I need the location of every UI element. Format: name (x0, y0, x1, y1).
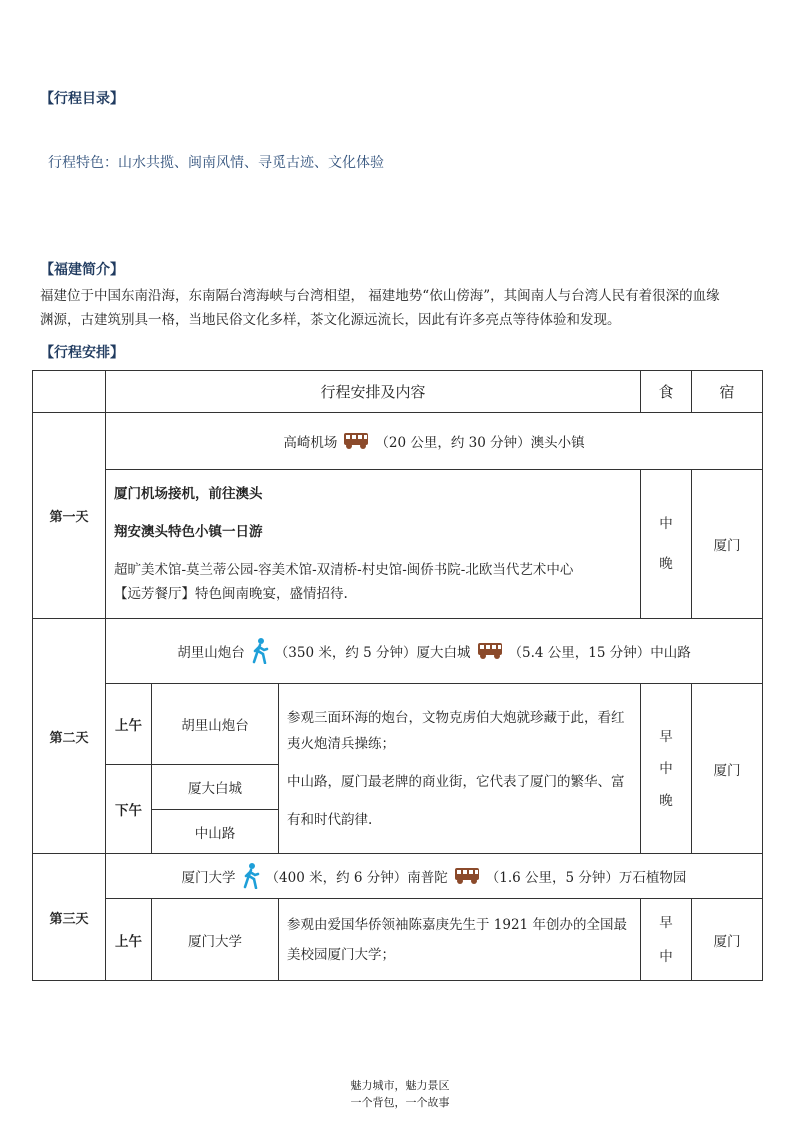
day2-route (106, 619, 763, 684)
day2-meals (641, 684, 692, 854)
day1-meal-2: 晚 (659, 556, 673, 572)
bus-icon (343, 432, 369, 450)
bus-icon (454, 867, 480, 885)
day2-am-label: 上午 (106, 684, 152, 765)
day1-line-3: 超旷美术馆-莫兰蒂公园-容美术馆-双清桥-村史馆-闽侨书院-北欧当代艺术中心 (114, 562, 574, 578)
day2-details (279, 684, 641, 854)
walk-icon (251, 638, 269, 664)
footer-line-2: 一个背包，一个故事 (350, 1096, 450, 1109)
day2-label: 第二天 (33, 619, 106, 854)
day1-label: 第一天 (33, 413, 106, 619)
day3-label: 第三天 (33, 854, 106, 981)
header-meal: 食 (641, 371, 692, 413)
day2-spot-3: 中山路 (152, 810, 279, 854)
day2-pm-label: 下午 (106, 765, 152, 854)
day2-route-mid: （350 米，约 5 分钟）厦大白城 (274, 645, 471, 661)
itinerary-title: 【行程目录】 (40, 91, 124, 107)
day3-route-start: 厦门大学 (181, 870, 236, 886)
day2-desc-1: 参观三面环海的炮台，文物克虏伯大炮就珍藏于此，看红 (287, 709, 625, 726)
schedule-table (32, 370, 763, 981)
day3-meals (641, 899, 692, 981)
day1-details (106, 470, 641, 619)
footer (0, 1077, 800, 1111)
day3-am-label: 上午 (106, 899, 152, 981)
day1-route-start: 高崎机场 (283, 435, 338, 451)
walk-icon (242, 863, 260, 889)
day2-route-end: （5.4 公里，15 分钟）中山路 (508, 645, 691, 661)
intro-paragraph (40, 284, 775, 332)
day1-line-1: 厦门机场接机，前往澳头 (114, 486, 263, 502)
intro-line-1: 福建位于中国东南沿海，东南隔台湾海峡与台湾相望， 福建地势“依山傍海”，其闽南人与台湾人民有着很深的血缘 (40, 288, 720, 304)
day3-route-end: （1.6 公里，5 分钟）万石植物园 (485, 870, 687, 886)
day1-line-2: 翔安澳头特色小镇一日游 (114, 524, 263, 540)
header-content: 行程安排及内容 (106, 371, 641, 413)
day2-meal-3: 晚 (659, 792, 673, 809)
day1-route-end: （20 公里，约 30 分钟）澳头小镇 (375, 435, 585, 451)
day2-spot-1: 胡里山炮台 (152, 684, 279, 765)
itinerary-features: 行程特色：山水共揽、闽南风情、寻觅古迹、文化体验 (48, 155, 384, 171)
day3-meal-2: 中 (659, 948, 673, 965)
day3-details (279, 899, 641, 981)
header-stay: 宿 (692, 371, 763, 413)
bus-icon (477, 642, 503, 660)
day2-spot-2: 厦大白城 (152, 765, 279, 810)
day3-desc-1: 参观由爱国华侨领袖陈嘉庚先生于 1921 年创办的全国最 (287, 916, 627, 933)
day2-meal-1: 早 (659, 728, 673, 745)
day1-stay: 厦门 (692, 470, 763, 619)
day1-route (106, 413, 763, 470)
day2-desc-4: 有和时代韵律. (287, 811, 373, 828)
day2-stay: 厦门 (692, 684, 763, 854)
day1-meals (641, 470, 692, 619)
day3-meal-1: 早 (659, 914, 673, 931)
footer-line-1: 魅力城市，魅力景区 (350, 1079, 450, 1092)
day1-line-4: 【远芳餐厅】特色闽南晚宴，盛情招待. (114, 586, 348, 602)
day1-meal-1: 中 (659, 516, 673, 532)
intro-line-2: 渊源，古建筑别具一格，当地民俗文化多样，茶文化源远流长，因此有许多亮点等待体验和发现。 (40, 312, 621, 328)
day2-desc-3: 中山路，厦门最老牌的商业街，它代表了厦门的繁华、富 (287, 773, 625, 790)
day3-route (106, 854, 763, 899)
day3-stay: 厦门 (692, 899, 763, 981)
schedule-title: 【行程安排】 (40, 345, 124, 361)
day3-route-mid: （400 米，约 6 分钟）南普陀 (265, 870, 448, 886)
day2-route-start: 胡里山炮台 (177, 645, 245, 661)
intro-title: 【福建简介】 (40, 262, 124, 278)
day2-meal-2: 中 (659, 760, 673, 777)
day2-desc-2: 夷火炮清兵操练； (287, 735, 395, 752)
day3-spot-1: 厦门大学 (152, 899, 279, 981)
header-blank-cell (33, 371, 106, 413)
day3-desc-2: 美校园厦门大学； (287, 946, 395, 963)
